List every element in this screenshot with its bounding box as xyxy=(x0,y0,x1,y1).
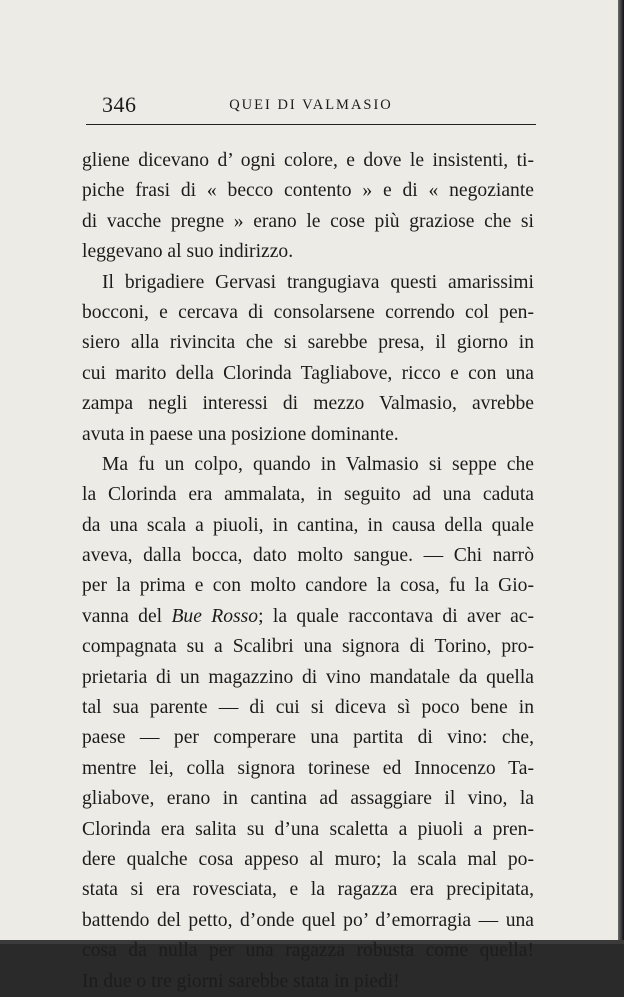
text-line: per la prima e con molto candore la cosa, fu la Gio- xyxy=(82,575,534,597)
running-title: QUEI DI VALMASIO xyxy=(229,97,393,113)
text-line: prietaria di un magazzino di vino mandatale da quella xyxy=(82,666,534,688)
text-line: gliabove, erano in cantina ad assaggiare il vino, la xyxy=(82,788,534,810)
header-rule xyxy=(86,124,536,125)
text-line: la Clorinda era ammalata, in seguito ad una caduta xyxy=(82,484,534,506)
text-line: battendo del petto, d’onde quel po’ d’emorragia — una xyxy=(82,909,534,931)
page-header xyxy=(86,92,536,118)
text-line: piche frasi di « becco contento » e di « negoziante xyxy=(82,180,534,202)
paragraph-first-line: Il brigadiere Gervasi trangugiava questi amarissimi xyxy=(102,271,534,293)
text-line: gliene dicevano d’ ogni colore, e dove le insistenti, ti- xyxy=(82,150,534,171)
page-number: 346 xyxy=(102,92,137,117)
text-line: zampa negli interessi di mezzo Valmasio, avrebbe xyxy=(82,393,534,415)
text-line: siero alla rivincita che si sarebbe presa, il giorno in xyxy=(82,332,534,354)
text-line: vanna del Bue Rosso; la quale raccontava di aver ac- xyxy=(82,605,534,627)
text-line: tal sua parente — di cui si diceva sì poco bene in xyxy=(82,697,534,719)
inn-name-italic: Bue Rosso xyxy=(171,605,259,627)
text-line: cosa da nulla per una ragazza robusta come quella! xyxy=(82,940,534,962)
text-line: paese — per comperare una partita di vino: che, xyxy=(82,727,534,749)
text-line: compagnata su a Scalibri una signora di Torino, pro- xyxy=(82,636,534,658)
text-line: bocconi, e cercava di consolarsene correndo col pen- xyxy=(82,301,534,323)
paragraph-first-line: Ma fu un colpo, quando in Valmasio si seppe che xyxy=(102,453,534,475)
body-text xyxy=(82,146,534,997)
text-line: da una scala a piuoli, in cantina, in causa della quale xyxy=(82,514,534,536)
text-line: leggevano al suo indirizzo. xyxy=(82,241,294,263)
text-line: avuta in paese una posizione dominante. xyxy=(82,423,399,445)
text-line: stata si era rovesciata, e la ragazza era precipitata, xyxy=(82,879,534,901)
text-line: mentre lei, colla signora torinese ed Innocenzo Ta- xyxy=(82,757,534,779)
text-line: In due o tre giorni sarebbe stata in piedi! xyxy=(82,970,400,992)
text-line: di vacche pregne » erano le cose più graziose che si xyxy=(82,210,534,232)
text-line: aveva, dalla bocca, dato molto sangue. — Chi narrò xyxy=(82,545,534,567)
text-line: dere qualche cosa appeso al muro; la scala mal po- xyxy=(82,848,534,870)
page-edge-shadow xyxy=(618,0,624,944)
text-line: Clorinda era salita su d’una scaletta a piuoli a pren- xyxy=(82,818,534,840)
text-line: cui marito della Clorinda Tagliabove, ricco e con una xyxy=(82,362,534,384)
